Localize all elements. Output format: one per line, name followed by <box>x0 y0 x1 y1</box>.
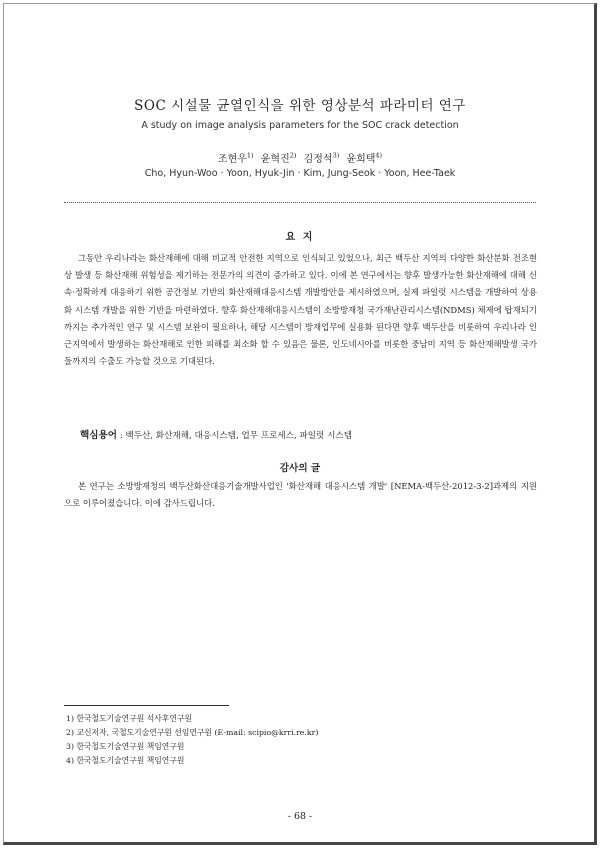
footnote-item: 3) 한국철도기술연구원 책임연구원 <box>66 742 185 751</box>
author-footnote-mark: 1) <box>246 151 254 160</box>
abstract-heading: 요 지 <box>285 232 315 243</box>
authors-korean <box>0 150 600 165</box>
acknowledgement-text: 본 연구는 소방방재청의 백두산화산대응기술개발사업인 '화산재해 대응시스템 개발' [NEMA-백두산-2012-3-2]과제의 지원으로 이루어졌습니다. 이에 감사드립니다. <box>64 481 537 509</box>
author-name: 김정석 <box>303 154 333 165</box>
author-footnote-mark: 3) <box>332 151 340 160</box>
footnote-item: 1) 한국철도기술연구원 석사후연구원 <box>66 714 192 723</box>
keywords-label: 핵심용어 <box>80 430 118 441</box>
authors-english: Cho, Hyun-Woo · Yoon, Hyuk-Jin · Kim, Jung-Seok · Yoon, Hee-Taek <box>144 168 456 179</box>
footnote-list <box>66 712 318 768</box>
keywords-value: : 백두산, 화산재해, 대응시스템, 업무 프로세스, 파일럿 시스템 <box>119 431 352 441</box>
author-name: 윤희택 <box>346 154 376 165</box>
paper-title: SOC 시설물 균열인식을 위한 영상분석 파라미터 연구 <box>134 98 466 114</box>
author-name: 윤혁진 <box>260 154 290 165</box>
dotted-divider <box>64 202 536 203</box>
author-footnote-mark: 4) <box>375 151 383 160</box>
footnote-item: 4) 한국철도기술연구원 책임연구원 <box>66 756 185 765</box>
abstract-text: 그동안 우리나라는 화산재해에 대해 비교적 안전한 지역으로 인식되고 있었으나, 최근 백두산 지역의 다양한 화산분화 전조현상 발생 등 화산재해 위험성을 제기하는 전문가의 의견이 증가하고 있다. 이에 본 연구에서는 향후 발생가능한 화산재해에 대해 신속·정확하게 대응하기 위한 공간정보 기반의 화산재해대응시스템 개발방안을 제시하였으며, 실제 파일럿 시스템을 개발하여 상용화 시스템 개발을 위한 기반을 마련하였다. 향후 화산재해대응시스템이 소방방재청 국가재난관리시스템(NDMS) 체제에 탑재되기까지는 추가적인 연구 및 시스템 보완이 필요하나, 해당 시스템이 방재업무에 실용화 된다면 향후 백두산을 비롯하여 우리나라 인근지역에서 발생하는 화산재해로 인한 피해를 최소화 할 수 있음은 물론, 인도네시아를 비롯한 중남미 지역 등 화산재해발생 국가들까지의 수출도 가능할 것으로 기대된다. <box>64 253 537 367</box>
acknowledgement-heading: 감사의 글 <box>279 463 321 474</box>
author-footnote-mark: 2) <box>289 151 297 160</box>
page-number: - 68 - <box>287 811 313 822</box>
keywords-line <box>80 427 540 441</box>
footnote-item: 2) 교신저자, 국철도기술연구원 선임연구원 (E-mail: scipio@krri.re.kr) <box>66 728 319 737</box>
footnote-divider <box>64 705 229 706</box>
author-name: 조현우 <box>217 154 247 165</box>
paper-subtitle-english: A study on image analysis parameters for the SOC crack detection <box>141 120 459 131</box>
